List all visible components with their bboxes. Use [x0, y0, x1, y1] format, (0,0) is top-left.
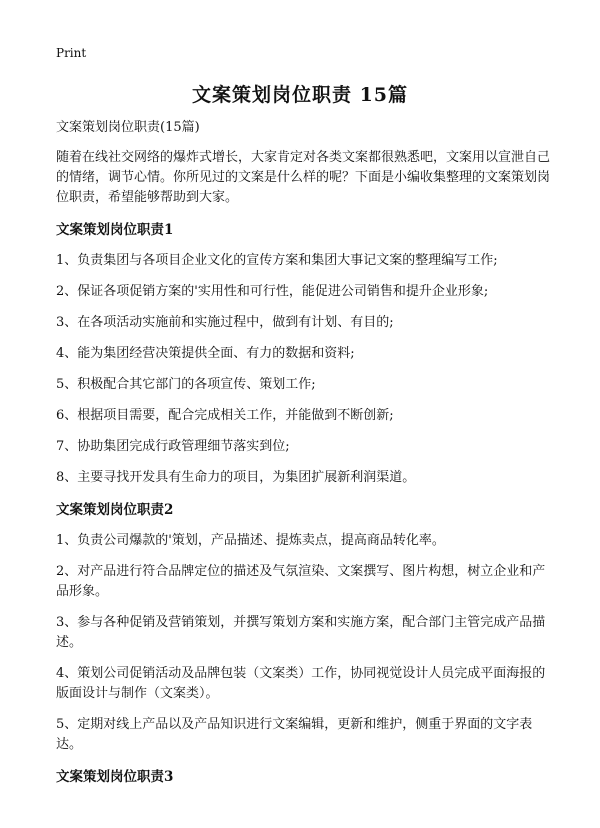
document-body [56, 118, 556, 798]
list-item: 4、策划公司促销活动及品牌包装（文案类）工作，协同视觉设计人员完成平面海报的版面设计与制作（文案类）。 [56, 666, 546, 701]
section-heading-3: 文案策划岗位职责3 [56, 769, 174, 785]
document-subtitle: 文案策划岗位职责(15篇) [56, 120, 200, 135]
list-item: 4、能为集团经营决策提供全面、有力的数据和资料; [56, 346, 355, 361]
list-item: 3、在各项活动实施前和实施过程中，做到有计划、有目的; [56, 315, 394, 330]
list-item: 6、根据项目需要，配合完成相关工作，并能做到不断创新; [56, 408, 394, 423]
list-item: 3、参与各种促销及营销策划，并撰写策划方案和实施方案，配合部门主管完成产品描述。 [56, 615, 546, 650]
list-item: 5、积极配合其它部门的各项宣传、策划工作; [56, 377, 316, 392]
section-2-list [56, 531, 556, 755]
section-1-list [56, 251, 556, 488]
list-item: 8、主要寻找开发具有生命力的项目，为集团扩展新利润渠道。 [56, 470, 416, 485]
list-item: 1、负责集团与各项目企业文化的宣传方案和集团大事记文案的整理编写工作; [56, 253, 498, 268]
intro-paragraph: 随着在线社交网络的爆炸式增长，大家肯定对各类文案都很熟悉吧，文案用以宣泄自己的情绪，调节心情。你所见过的文案是什么样的呢？下面是小编收集整理的文案策划岗位职责，希望能够帮助到大家。 [56, 150, 551, 205]
section-heading-2: 文案策划岗位职责2 [56, 502, 174, 518]
list-item: 2、对产品进行符合品牌定位的描述及气氛渲染、文案撰写、图片构想，树立企业和产品形象。 [56, 564, 546, 599]
list-item: 1、负责公司爆款的'策划，产品描述、提炼卖点，提高商品转化率。 [56, 533, 445, 548]
section-heading-1: 文案策划岗位职责1 [56, 222, 174, 238]
document-title: 文案策划岗位职责 15篇 [191, 84, 409, 106]
list-item: 7、协助集团完成行政管理细节落实到位; [56, 439, 290, 454]
list-item: 5、定期对线上产品以及产品知识进行文案编辑，更新和维护，侧重于界面的文字表达。 [56, 717, 533, 752]
list-item: 2、保证各项促销方案的'实用性和可行性，能促进公司销售和提升企业形象; [56, 284, 489, 299]
print-link[interactable]: Print [56, 46, 87, 60]
